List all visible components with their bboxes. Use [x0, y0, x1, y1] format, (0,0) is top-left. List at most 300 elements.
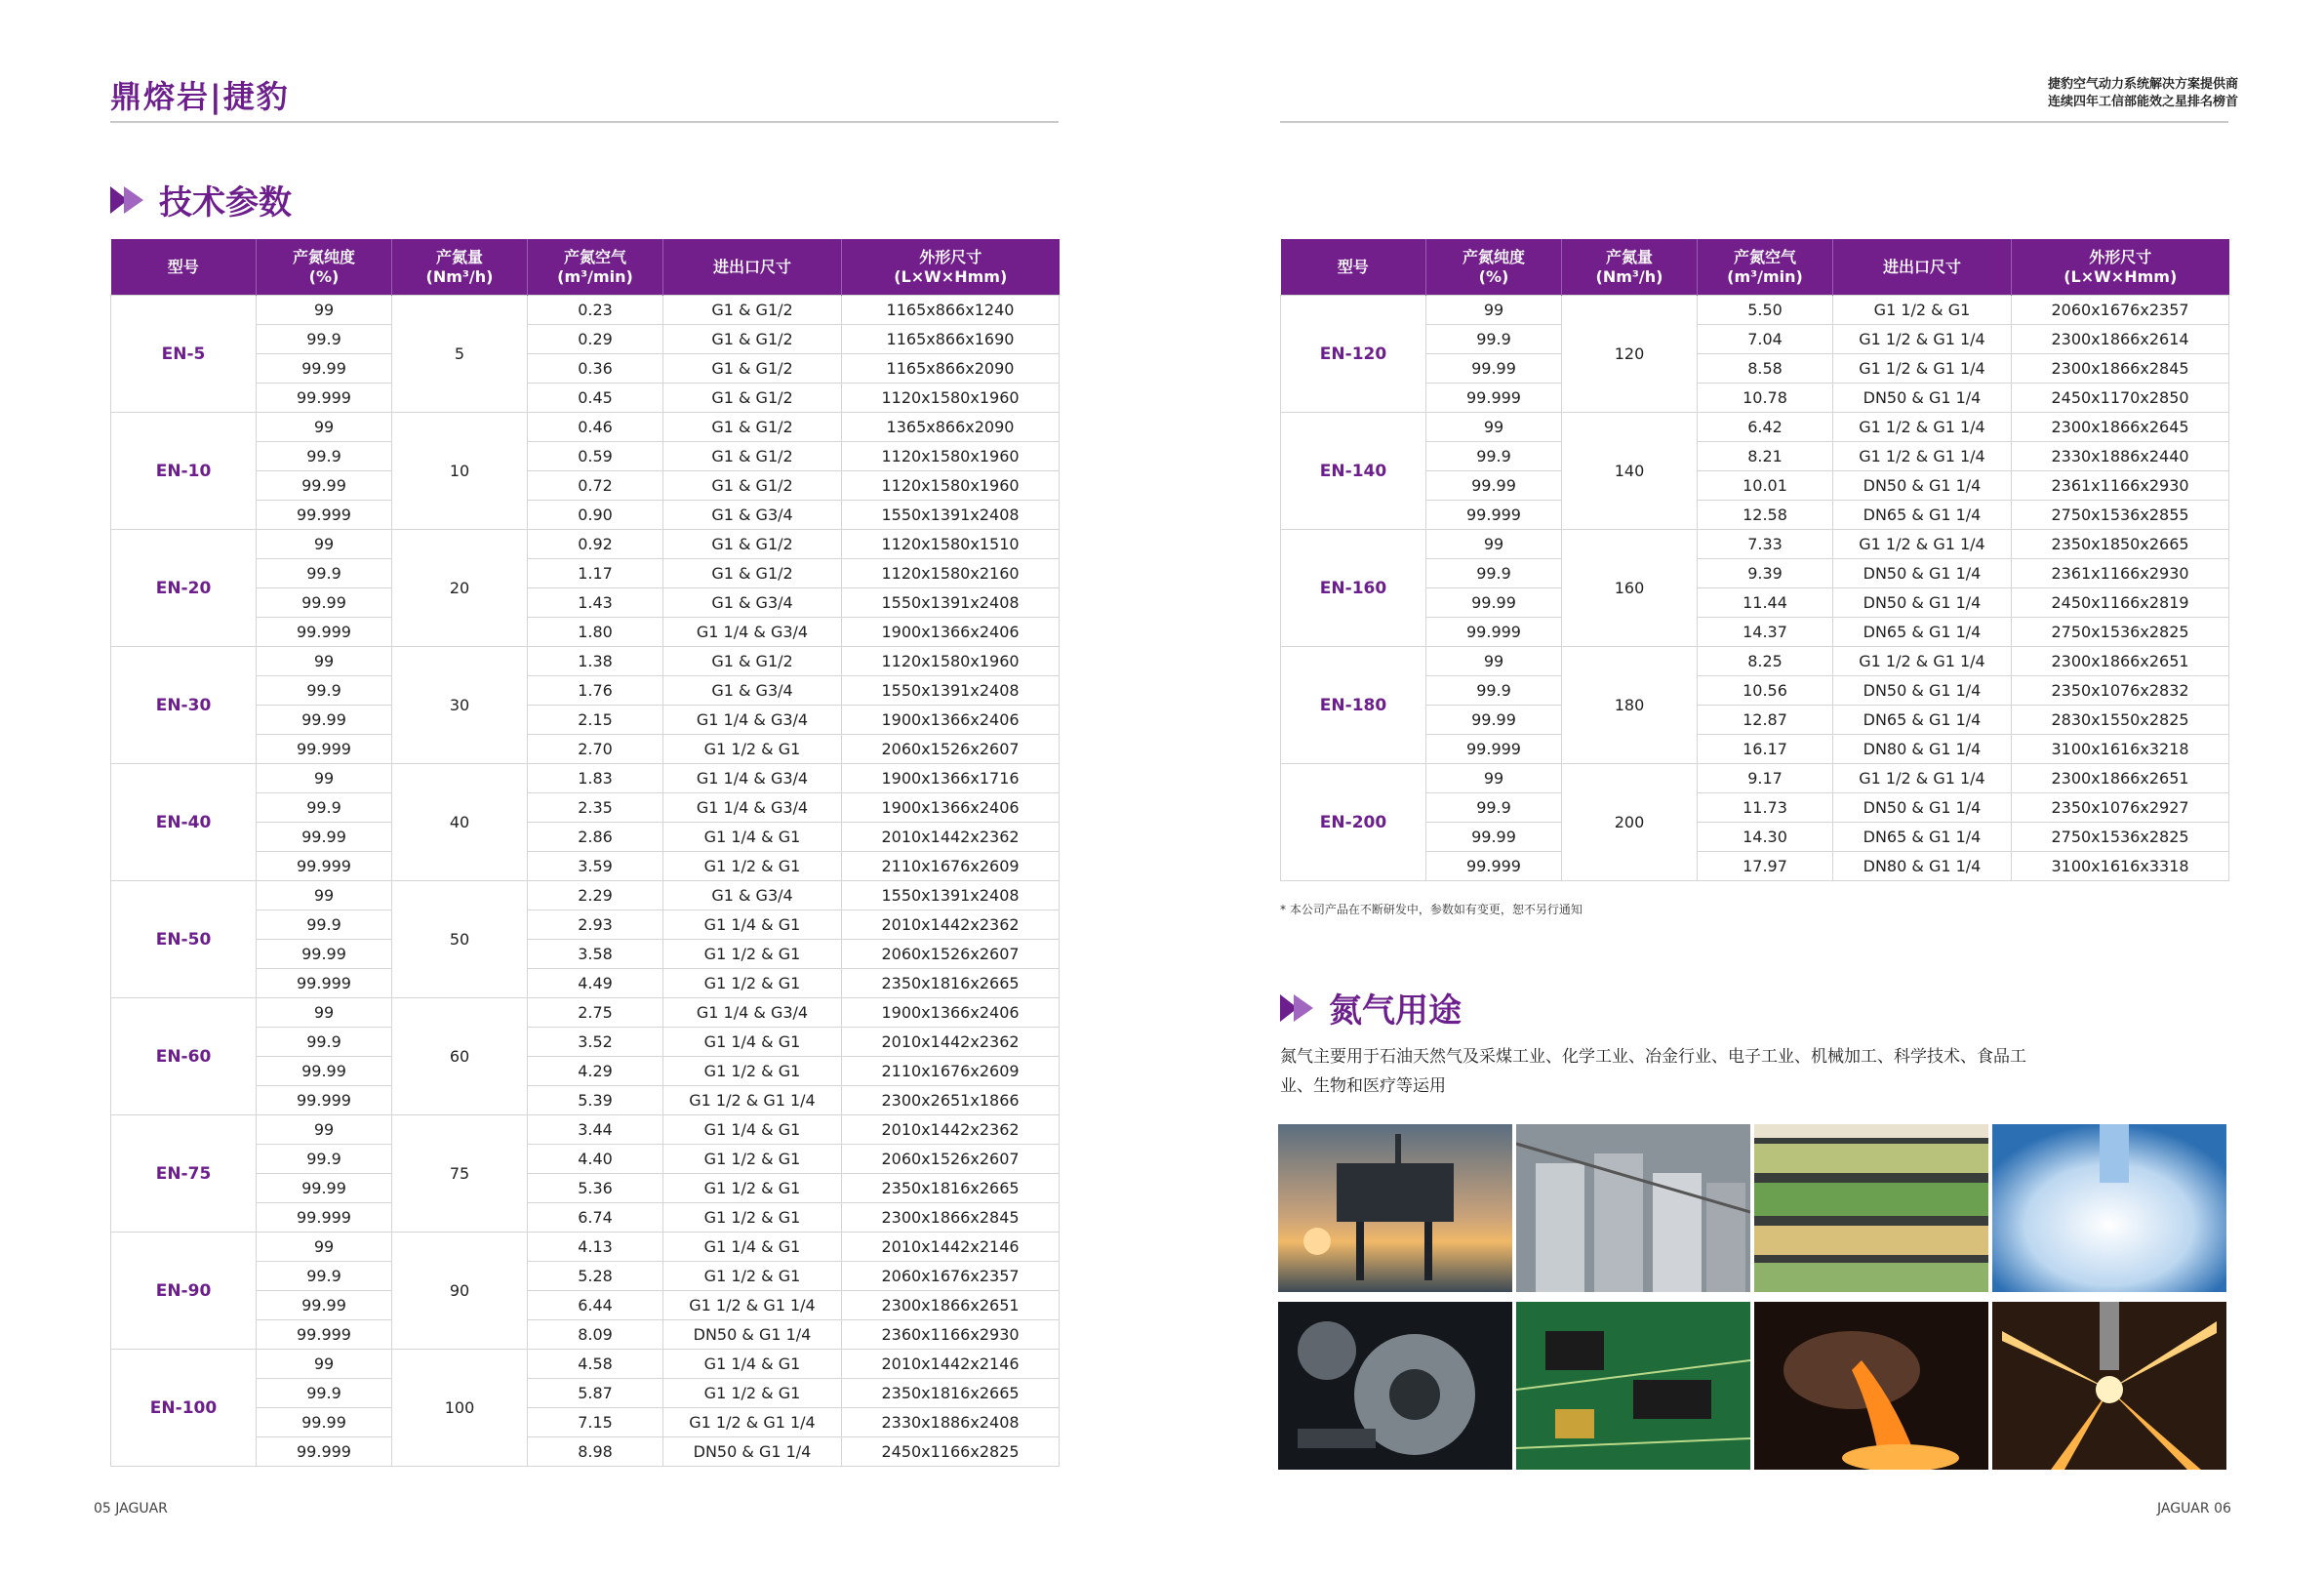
purity-cell: 99.999 — [1426, 735, 1562, 764]
dimension-cell: 2450x1170x2850 — [2012, 384, 2229, 413]
photo-supermarket-shelves — [1754, 1124, 1988, 1292]
port-size-cell: G1 1/4 & G1 — [663, 823, 842, 852]
column-header: 产氮空气 (m³/min) — [1698, 239, 1833, 296]
port-size-cell: G1 1/2 & G1 — [663, 1174, 842, 1203]
purity-cell: 99.999 — [257, 1437, 392, 1467]
model-cell: EN-75 — [111, 1115, 257, 1233]
output-cell: 180 — [1562, 647, 1698, 764]
air-cell: 12.58 — [1698, 501, 1833, 530]
port-size-cell: DN65 & G1 1/4 — [1833, 706, 2012, 735]
dimension-cell: 1550x1391x2408 — [842, 881, 1060, 910]
output-cell: 200 — [1562, 764, 1698, 881]
air-cell: 7.33 — [1698, 530, 1833, 559]
purity-cell: 99 — [257, 296, 392, 325]
purity-cell: 99.999 — [257, 1203, 392, 1233]
dimension-cell: 2360x1166x2930 — [842, 1320, 1060, 1350]
air-cell: 4.49 — [528, 969, 663, 998]
purity-cell: 99.99 — [257, 1174, 392, 1203]
dimension-cell: 2350x1816x2665 — [842, 969, 1060, 998]
air-cell: 17.97 — [1698, 852, 1833, 881]
purity-cell: 99 — [1426, 413, 1562, 442]
dimension-cell: 1120x1580x1960 — [842, 442, 1060, 471]
purity-cell: 99.9 — [257, 559, 392, 588]
purity-cell: 99.99 — [257, 823, 392, 852]
output-cell: 30 — [392, 647, 528, 764]
purity-cell: 99 — [1426, 647, 1562, 676]
spec-table-left — [110, 239, 1060, 1467]
dimension-cell: 2300x1866x2651 — [2012, 764, 2229, 793]
purity-cell: 99.99 — [257, 471, 392, 501]
dimension-cell: 1120x1580x1960 — [842, 647, 1060, 676]
port-size-cell: G1 & G1/2 — [663, 559, 842, 588]
air-cell: 1.80 — [528, 618, 663, 647]
photo-liquid-nitrogen-vapor — [1992, 1124, 2226, 1292]
purity-cell: 99.99 — [257, 1408, 392, 1437]
dimension-cell: 2750x1536x2825 — [2012, 618, 2229, 647]
table-row — [111, 998, 1060, 1028]
dimension-cell: 1120x1580x2160 — [842, 559, 1060, 588]
dimension-cell: 2330x1886x2408 — [842, 1408, 1060, 1437]
dimension-cell: 1900x1366x2406 — [842, 618, 1060, 647]
tagline-line-2: 连续四年工信部能效之星排名榜首 — [2047, 95, 2238, 109]
column-header: 外形尺寸 (L×W×Hmm) — [842, 239, 1060, 296]
dimension-cell: 2010x1442x2146 — [842, 1233, 1060, 1262]
air-cell: 8.58 — [1698, 354, 1833, 384]
port-size-cell: DN65 & G1 1/4 — [1833, 823, 2012, 852]
air-cell: 2.75 — [528, 998, 663, 1028]
port-size-cell: G1 1/2 & G1 1/4 — [663, 1408, 842, 1437]
purity-cell: 99 — [1426, 296, 1562, 325]
model-cell: EN-90 — [111, 1233, 257, 1350]
air-cell: 9.17 — [1698, 764, 1833, 793]
purity-cell: 99.999 — [1426, 852, 1562, 881]
output-cell: 20 — [392, 530, 528, 647]
air-cell: 8.98 — [528, 1437, 663, 1467]
section-title-spec — [110, 176, 292, 223]
air-cell: 0.46 — [528, 413, 663, 442]
purity-cell: 99.99 — [1426, 588, 1562, 618]
header-divider-right — [1280, 121, 2228, 123]
port-size-cell: G1 & G1/2 — [663, 471, 842, 501]
dimension-cell: 2350x1076x2927 — [2012, 793, 2229, 823]
dimension-cell: 2060x1676x2357 — [2012, 296, 2229, 325]
air-cell: 8.21 — [1698, 442, 1833, 471]
dimension-cell: 2300x1866x2845 — [842, 1203, 1060, 1233]
output-cell: 10 — [392, 413, 528, 530]
air-cell: 8.25 — [1698, 647, 1833, 676]
air-cell: 3.44 — [528, 1115, 663, 1145]
purity-cell: 99.9 — [1426, 325, 1562, 354]
air-cell: 1.17 — [528, 559, 663, 588]
dimension-cell: 1165x866x1690 — [842, 325, 1060, 354]
dimension-cell: 2361x1166x2930 — [2012, 471, 2229, 501]
model-cell: EN-40 — [111, 764, 257, 881]
port-size-cell: G1 & G1/2 — [663, 325, 842, 354]
table-row — [1281, 764, 2229, 793]
section-title-text: 技术参数 — [159, 183, 292, 222]
port-size-cell: G1 1/2 & G1 — [663, 1145, 842, 1174]
column-header: 进出口尺寸 — [1833, 239, 2012, 296]
air-cell: 6.44 — [528, 1291, 663, 1320]
model-cell: EN-60 — [111, 998, 257, 1115]
port-size-cell: DN50 & G1 1/4 — [1833, 793, 2012, 823]
dimension-cell: 2060x1676x2357 — [842, 1262, 1060, 1291]
output-cell: 40 — [392, 764, 528, 881]
dimension-cell: 2300x2651x1866 — [842, 1086, 1060, 1115]
dimension-cell: 2300x1866x2614 — [2012, 325, 2229, 354]
port-size-cell: G1 1/2 & G1 — [663, 1203, 842, 1233]
purity-cell: 99.9 — [1426, 442, 1562, 471]
purity-cell: 99 — [257, 1233, 392, 1262]
dimension-cell: 1900x1366x2406 — [842, 706, 1060, 735]
air-cell: 5.36 — [528, 1174, 663, 1203]
port-size-cell: G1 1/2 & G1 1/4 — [1833, 325, 2012, 354]
page-number-left: 05 JAGUAR — [94, 1501, 168, 1516]
air-cell: 5.39 — [528, 1086, 663, 1115]
port-size-cell: G1 1/2 & G1 1/4 — [1833, 413, 2012, 442]
purity-cell: 99.9 — [257, 910, 392, 940]
purity-cell: 99.999 — [257, 1086, 392, 1115]
port-size-cell: DN50 & G1 1/4 — [663, 1437, 842, 1467]
table-row — [111, 764, 1060, 793]
purity-cell: 99.9 — [257, 1379, 392, 1408]
port-size-cell: G1 1/2 & G1 — [663, 1057, 842, 1086]
air-cell: 6.42 — [1698, 413, 1833, 442]
purity-cell: 99.99 — [1426, 354, 1562, 384]
dimension-cell: 1550x1391x2408 — [842, 676, 1060, 706]
air-cell: 14.30 — [1698, 823, 1833, 852]
purity-cell: 99.9 — [1426, 793, 1562, 823]
dimension-cell: 1550x1391x2408 — [842, 501, 1060, 530]
dimension-cell: 1165x866x2090 — [842, 354, 1060, 384]
port-size-cell: G1 & G3/4 — [663, 881, 842, 910]
dimension-cell: 2110x1676x2609 — [842, 852, 1060, 881]
air-cell: 2.86 — [528, 823, 663, 852]
air-cell: 1.83 — [528, 764, 663, 793]
port-size-cell: G1 1/2 & G1 — [663, 852, 842, 881]
port-size-cell: G1 1/4 & G1 — [663, 910, 842, 940]
port-size-cell: DN65 & G1 1/4 — [1833, 618, 2012, 647]
column-header: 型号 — [1281, 239, 1426, 296]
dimension-cell: 2350x1850x2665 — [2012, 530, 2229, 559]
air-cell: 2.29 — [528, 881, 663, 910]
purity-cell: 99.999 — [257, 618, 392, 647]
port-size-cell: G1 1/4 & G1 — [663, 1115, 842, 1145]
column-header: 产氮空气 (m³/min) — [528, 239, 663, 296]
purity-cell: 99 — [257, 413, 392, 442]
model-cell: EN-100 — [111, 1350, 257, 1467]
port-size-cell: DN50 & G1 1/4 — [663, 1320, 842, 1350]
air-cell: 10.01 — [1698, 471, 1833, 501]
dimension-cell: 2300x1866x2651 — [842, 1291, 1060, 1320]
usage-description: 氮气主要用于石油天然气及采煤工业、化学工业、冶金行业、电子工业、机械加工、科学技术、食品工业、生物和医疗等运用 — [1280, 1047, 2026, 1096]
air-cell: 1.76 — [528, 676, 663, 706]
air-cell: 0.90 — [528, 501, 663, 530]
purity-cell: 99.99 — [257, 1057, 392, 1086]
output-cell: 50 — [392, 881, 528, 998]
purity-cell: 99.9 — [257, 676, 392, 706]
air-cell: 2.93 — [528, 910, 663, 940]
port-size-cell: G1 1/2 & G1 — [663, 1379, 842, 1408]
port-size-cell: G1 & G3/4 — [663, 676, 842, 706]
dimension-cell: 2350x1816x2665 — [842, 1174, 1060, 1203]
output-cell: 140 — [1562, 413, 1698, 530]
photo-metal-gears — [1278, 1302, 1512, 1470]
photo-grain-silos — [1516, 1124, 1750, 1292]
photo-laser-cutting-sparks — [1992, 1302, 2226, 1470]
model-cell: EN-30 — [111, 647, 257, 764]
port-size-cell: G1 & G1/2 — [663, 296, 842, 325]
dimension-cell: 2450x1166x2825 — [842, 1437, 1060, 1467]
table-row — [1281, 413, 2229, 442]
section-title-usage — [1280, 984, 1462, 1031]
air-cell: 1.43 — [528, 588, 663, 618]
air-cell: 7.04 — [1698, 325, 1833, 354]
port-size-cell: G1 1/2 & G1 — [663, 1262, 842, 1291]
port-size-cell: G1 & G3/4 — [663, 501, 842, 530]
output-cell: 75 — [392, 1115, 528, 1233]
purity-cell: 99 — [1426, 764, 1562, 793]
air-cell: 3.58 — [528, 940, 663, 969]
dimension-cell: 1120x1580x1510 — [842, 530, 1060, 559]
port-size-cell: DN50 & G1 1/4 — [1833, 676, 2012, 706]
output-cell: 90 — [392, 1233, 528, 1350]
tagline — [2048, 76, 2238, 111]
spec-table-right — [1280, 239, 2229, 881]
section-title-text: 氮气用途 — [1329, 991, 1462, 1031]
air-cell: 0.72 — [528, 471, 663, 501]
purity-cell: 99.99 — [257, 588, 392, 618]
column-header: 型号 — [111, 239, 257, 296]
dimension-cell: 3100x1616x3318 — [2012, 852, 2229, 881]
dimension-cell: 2060x1526x2607 — [842, 735, 1060, 764]
output-cell: 100 — [392, 1350, 528, 1467]
port-size-cell: DN50 & G1 1/4 — [1833, 588, 2012, 618]
dimension-cell: 1550x1391x2408 — [842, 588, 1060, 618]
port-size-cell: G1 1/2 & G1 1/4 — [663, 1291, 842, 1320]
port-size-cell: G1 1/2 & G1 — [663, 940, 842, 969]
usage-photo-grid — [1278, 1124, 2226, 1470]
dimension-cell: 1900x1366x1716 — [842, 764, 1060, 793]
output-cell: 5 — [392, 296, 528, 413]
port-size-cell: G1 1/2 & G1 1/4 — [1833, 647, 2012, 676]
port-size-cell: G1 1/2 & G1 — [663, 969, 842, 998]
port-size-cell: G1 1/4 & G3/4 — [663, 998, 842, 1028]
purity-cell: 99.999 — [257, 384, 392, 413]
column-header: 产氮纯度 (%) — [1426, 239, 1562, 296]
air-cell: 5.28 — [528, 1262, 663, 1291]
model-cell: EN-180 — [1281, 647, 1426, 764]
purity-cell: 99.99 — [257, 354, 392, 384]
air-cell: 11.73 — [1698, 793, 1833, 823]
air-cell: 0.45 — [528, 384, 663, 413]
model-cell: EN-140 — [1281, 413, 1426, 530]
purity-cell: 99.99 — [1426, 823, 1562, 852]
port-size-cell: DN80 & G1 1/4 — [1833, 852, 2012, 881]
port-size-cell: G1 & G1/2 — [663, 530, 842, 559]
air-cell: 11.44 — [1698, 588, 1833, 618]
dimension-cell: 2010x1442x2362 — [842, 823, 1060, 852]
air-cell: 4.13 — [528, 1233, 663, 1262]
model-cell: EN-160 — [1281, 530, 1426, 647]
table-row — [111, 413, 1060, 442]
dimension-cell: 1900x1366x2406 — [842, 793, 1060, 823]
purity-cell: 99.9 — [257, 1028, 392, 1057]
port-size-cell: DN65 & G1 1/4 — [1833, 501, 2012, 530]
column-header: 产氮量 (Nm³/h) — [392, 239, 528, 296]
purity-cell: 99.9 — [1426, 676, 1562, 706]
port-size-cell: G1 1/2 & G1 1/4 — [1833, 764, 2012, 793]
purity-cell: 99.999 — [257, 1320, 392, 1350]
air-cell: 3.52 — [528, 1028, 663, 1057]
dimension-cell: 2330x1886x2440 — [2012, 442, 2229, 471]
air-cell: 0.36 — [528, 354, 663, 384]
tagline-line-1: 捷豹空气动力系统解决方案提供商 — [2047, 77, 2238, 92]
dimension-cell: 2300x1866x2651 — [2012, 647, 2229, 676]
air-cell: 8.09 — [528, 1320, 663, 1350]
purity-cell: 99.99 — [257, 940, 392, 969]
dimension-cell: 2060x1526x2607 — [842, 1145, 1060, 1174]
dimension-cell: 1365x866x2090 — [842, 413, 1060, 442]
port-size-cell: G1 1/4 & G3/4 — [663, 618, 842, 647]
port-size-cell: G1 & G1/2 — [663, 354, 842, 384]
port-size-cell: G1 & G1/2 — [663, 442, 842, 471]
dimension-cell: 2350x1816x2665 — [842, 1379, 1060, 1408]
table-row — [1281, 296, 2229, 325]
dimension-cell: 2010x1442x2362 — [842, 910, 1060, 940]
table-row — [111, 530, 1060, 559]
air-cell: 14.37 — [1698, 618, 1833, 647]
port-size-cell: G1 1/4 & G1 — [663, 1028, 842, 1057]
model-cell: EN-120 — [1281, 296, 1426, 413]
table-row — [111, 1233, 1060, 1262]
dimension-cell: 2010x1442x2146 — [842, 1350, 1060, 1379]
table-row — [111, 1350, 1060, 1379]
air-cell: 16.17 — [1698, 735, 1833, 764]
purity-cell: 99 — [257, 647, 392, 676]
purity-cell: 99 — [257, 998, 392, 1028]
dimension-cell: 2750x1536x2855 — [2012, 501, 2229, 530]
port-size-cell: G1 & G3/4 — [663, 588, 842, 618]
air-cell: 2.15 — [528, 706, 663, 735]
model-cell: EN-200 — [1281, 764, 1426, 881]
dimension-cell: 2300x1866x2845 — [2012, 354, 2229, 384]
port-size-cell: DN50 & G1 1/4 — [1833, 471, 2012, 501]
model-cell: EN-20 — [111, 530, 257, 647]
purity-cell: 99.999 — [1426, 618, 1562, 647]
air-cell: 0.92 — [528, 530, 663, 559]
model-cell: EN-5 — [111, 296, 257, 413]
photo-offshore-oil-platform — [1278, 1124, 1512, 1292]
purity-cell: 99.9 — [257, 1145, 392, 1174]
column-header: 产氮纯度 (%) — [257, 239, 392, 296]
dimension-cell: 1900x1366x2406 — [842, 998, 1060, 1028]
column-header: 外形尺寸 (L×W×Hmm) — [2012, 239, 2229, 296]
output-cell: 120 — [1562, 296, 1698, 413]
dimension-cell: 2110x1676x2609 — [842, 1057, 1060, 1086]
table-row — [1281, 647, 2229, 676]
purity-cell: 99.9 — [257, 325, 392, 354]
air-cell: 0.29 — [528, 325, 663, 354]
air-cell: 2.35 — [528, 793, 663, 823]
purity-cell: 99.999 — [1426, 501, 1562, 530]
port-size-cell: G1 1/2 & G1 1/4 — [1833, 442, 2012, 471]
air-cell: 7.15 — [528, 1408, 663, 1437]
dimension-cell: 2830x1550x2825 — [2012, 706, 2229, 735]
double-arrow-icon — [1280, 994, 1315, 1022]
table-row — [111, 647, 1060, 676]
port-size-cell: G1 1/4 & G3/4 — [663, 706, 842, 735]
purity-cell: 99.9 — [1426, 559, 1562, 588]
air-cell: 2.70 — [528, 735, 663, 764]
purity-cell: 99.999 — [257, 501, 392, 530]
purity-cell: 99.9 — [257, 1262, 392, 1291]
port-size-cell: G1 1/2 & G1 — [1833, 296, 2012, 325]
photo-molten-metal-pouring — [1754, 1302, 1988, 1470]
brand-logo: 鼎熔岩|捷豹 — [110, 78, 290, 115]
dimension-cell: 2750x1536x2825 — [2012, 823, 2229, 852]
air-cell: 4.40 — [528, 1145, 663, 1174]
air-cell: 1.38 — [528, 647, 663, 676]
header-divider — [110, 121, 1059, 123]
dimension-cell: 2060x1526x2607 — [842, 940, 1060, 969]
output-cell: 160 — [1562, 530, 1698, 647]
purity-cell: 99.99 — [1426, 706, 1562, 735]
air-cell: 10.56 — [1698, 676, 1833, 706]
air-cell: 9.39 — [1698, 559, 1833, 588]
air-cell: 4.58 — [528, 1350, 663, 1379]
port-size-cell: G1 1/2 & G1 1/4 — [1833, 354, 2012, 384]
purity-cell: 99 — [257, 1350, 392, 1379]
air-cell: 4.29 — [528, 1057, 663, 1086]
port-size-cell: G1 1/4 & G1 — [663, 1350, 842, 1379]
dimension-cell: 2300x1866x2645 — [2012, 413, 2229, 442]
dimension-cell: 2010x1442x2362 — [842, 1115, 1060, 1145]
air-cell: 6.74 — [528, 1203, 663, 1233]
photo-circuit-board — [1516, 1302, 1750, 1470]
air-cell: 0.23 — [528, 296, 663, 325]
model-cell: EN-10 — [111, 413, 257, 530]
purity-cell: 99.999 — [257, 735, 392, 764]
port-size-cell: G1 1/4 & G3/4 — [663, 764, 842, 793]
dimension-cell: 1120x1580x1960 — [842, 471, 1060, 501]
table-row — [111, 881, 1060, 910]
dimension-cell: 3100x1616x3218 — [2012, 735, 2229, 764]
purity-cell: 99.999 — [257, 852, 392, 881]
port-size-cell: DN50 & G1 1/4 — [1833, 384, 2012, 413]
dimension-cell: 2450x1166x2819 — [2012, 588, 2229, 618]
purity-cell: 99.9 — [257, 442, 392, 471]
port-size-cell: G1 & G1/2 — [663, 413, 842, 442]
port-size-cell: G1 1/2 & G1 1/4 — [663, 1086, 842, 1115]
column-header: 产氮量 (Nm³/h) — [1562, 239, 1698, 296]
purity-cell: 99 — [257, 530, 392, 559]
output-cell: 60 — [392, 998, 528, 1115]
page-number-right: JAGUAR 06 — [2157, 1501, 2231, 1516]
port-size-cell: G1 & G1/2 — [663, 647, 842, 676]
port-size-cell: G1 1/4 & G3/4 — [663, 793, 842, 823]
table-row — [111, 1115, 1060, 1145]
purity-cell: 99.999 — [1426, 384, 1562, 413]
dimension-cell: 1120x1580x1960 — [842, 384, 1060, 413]
dimension-cell: 1165x866x1240 — [842, 296, 1060, 325]
air-cell: 5.87 — [528, 1379, 663, 1408]
purity-cell: 99 — [1426, 530, 1562, 559]
purity-cell: 99.99 — [257, 1291, 392, 1320]
double-arrow-icon — [110, 186, 145, 214]
dimension-cell: 2361x1166x2930 — [2012, 559, 2229, 588]
port-size-cell: DN80 & G1 1/4 — [1833, 735, 2012, 764]
